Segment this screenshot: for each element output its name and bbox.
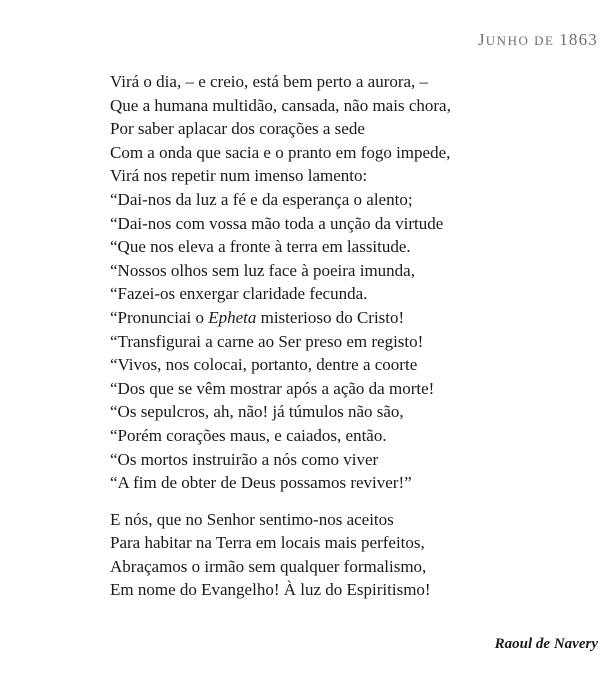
poem-line: “Dai-nos da luz a fé e da esperança o alento; xyxy=(110,189,413,209)
poem-line: Virá nos repetir num imenso lamento: xyxy=(110,166,368,186)
poem-line: E nós, que no Senhor sentimo-nos aceitos xyxy=(110,509,394,529)
poem-line: “Nossos olhos sem luz face à poeira imunda, xyxy=(110,260,415,280)
stanza-2 xyxy=(110,508,451,602)
poem-line: Em nome do Evangelho! À luz do Espiritismo! xyxy=(110,580,431,600)
header-initial: J xyxy=(477,30,486,49)
poem-line: “A fim de obter de Deus possamos reviver!” xyxy=(110,473,412,493)
poem-line: “Porém corações maus, e caiados, então. xyxy=(110,425,387,445)
poem-line: “Que nos eleva a fronte à terra em lassitude. xyxy=(110,237,411,257)
poem-line: “Dos que se vêm mostrar após a ação da morte! xyxy=(110,378,435,398)
poem-line: “Dai-nos com vossa mão toda a unção da virtude xyxy=(110,213,444,233)
poem-line-epheta xyxy=(110,306,451,330)
poem-line: “Transfigurai a carne ao Ser preso em registo! xyxy=(110,331,424,351)
poem-line: Para habitar na Terra em locais mais perfeitos, xyxy=(110,533,425,553)
stanza-1 xyxy=(110,70,451,495)
poem-line: “Fazei-os enxergar claridade fecunda. xyxy=(110,284,368,304)
header-month: UNHO DE xyxy=(485,33,560,48)
author-signature: Raoul de Navery xyxy=(494,636,598,652)
poem xyxy=(110,70,451,602)
header-year: 1863 xyxy=(559,30,598,49)
page-header xyxy=(478,30,598,50)
poem-line: Por saber aplacar dos corações a sede xyxy=(110,119,365,139)
poem-line: Virá o dia, – e creio, está bem perto a aurora, – xyxy=(110,72,429,91)
poem-line: “Vivos, nos colocai, portanto, dentre a coorte xyxy=(110,355,418,375)
poem-line: “Os sepulcros, ah, não! já túmulos não são, xyxy=(110,402,404,422)
poem-line-part: “Pronunciai o xyxy=(110,307,209,327)
poem-line-part: misterioso do Cristo! xyxy=(256,307,405,327)
epheta-word: Epheta xyxy=(208,307,257,327)
poem-line: “Os mortos instruirão a nós como viver xyxy=(110,449,379,469)
poem-line: Com a onda que sacia e o pranto em fogo impede, xyxy=(110,142,451,162)
poem-line: Que a humana multidão, cansada, não mais chora, xyxy=(110,95,451,115)
poem-line: Abraçamos o irmão sem qualquer formalismo, xyxy=(110,556,427,576)
